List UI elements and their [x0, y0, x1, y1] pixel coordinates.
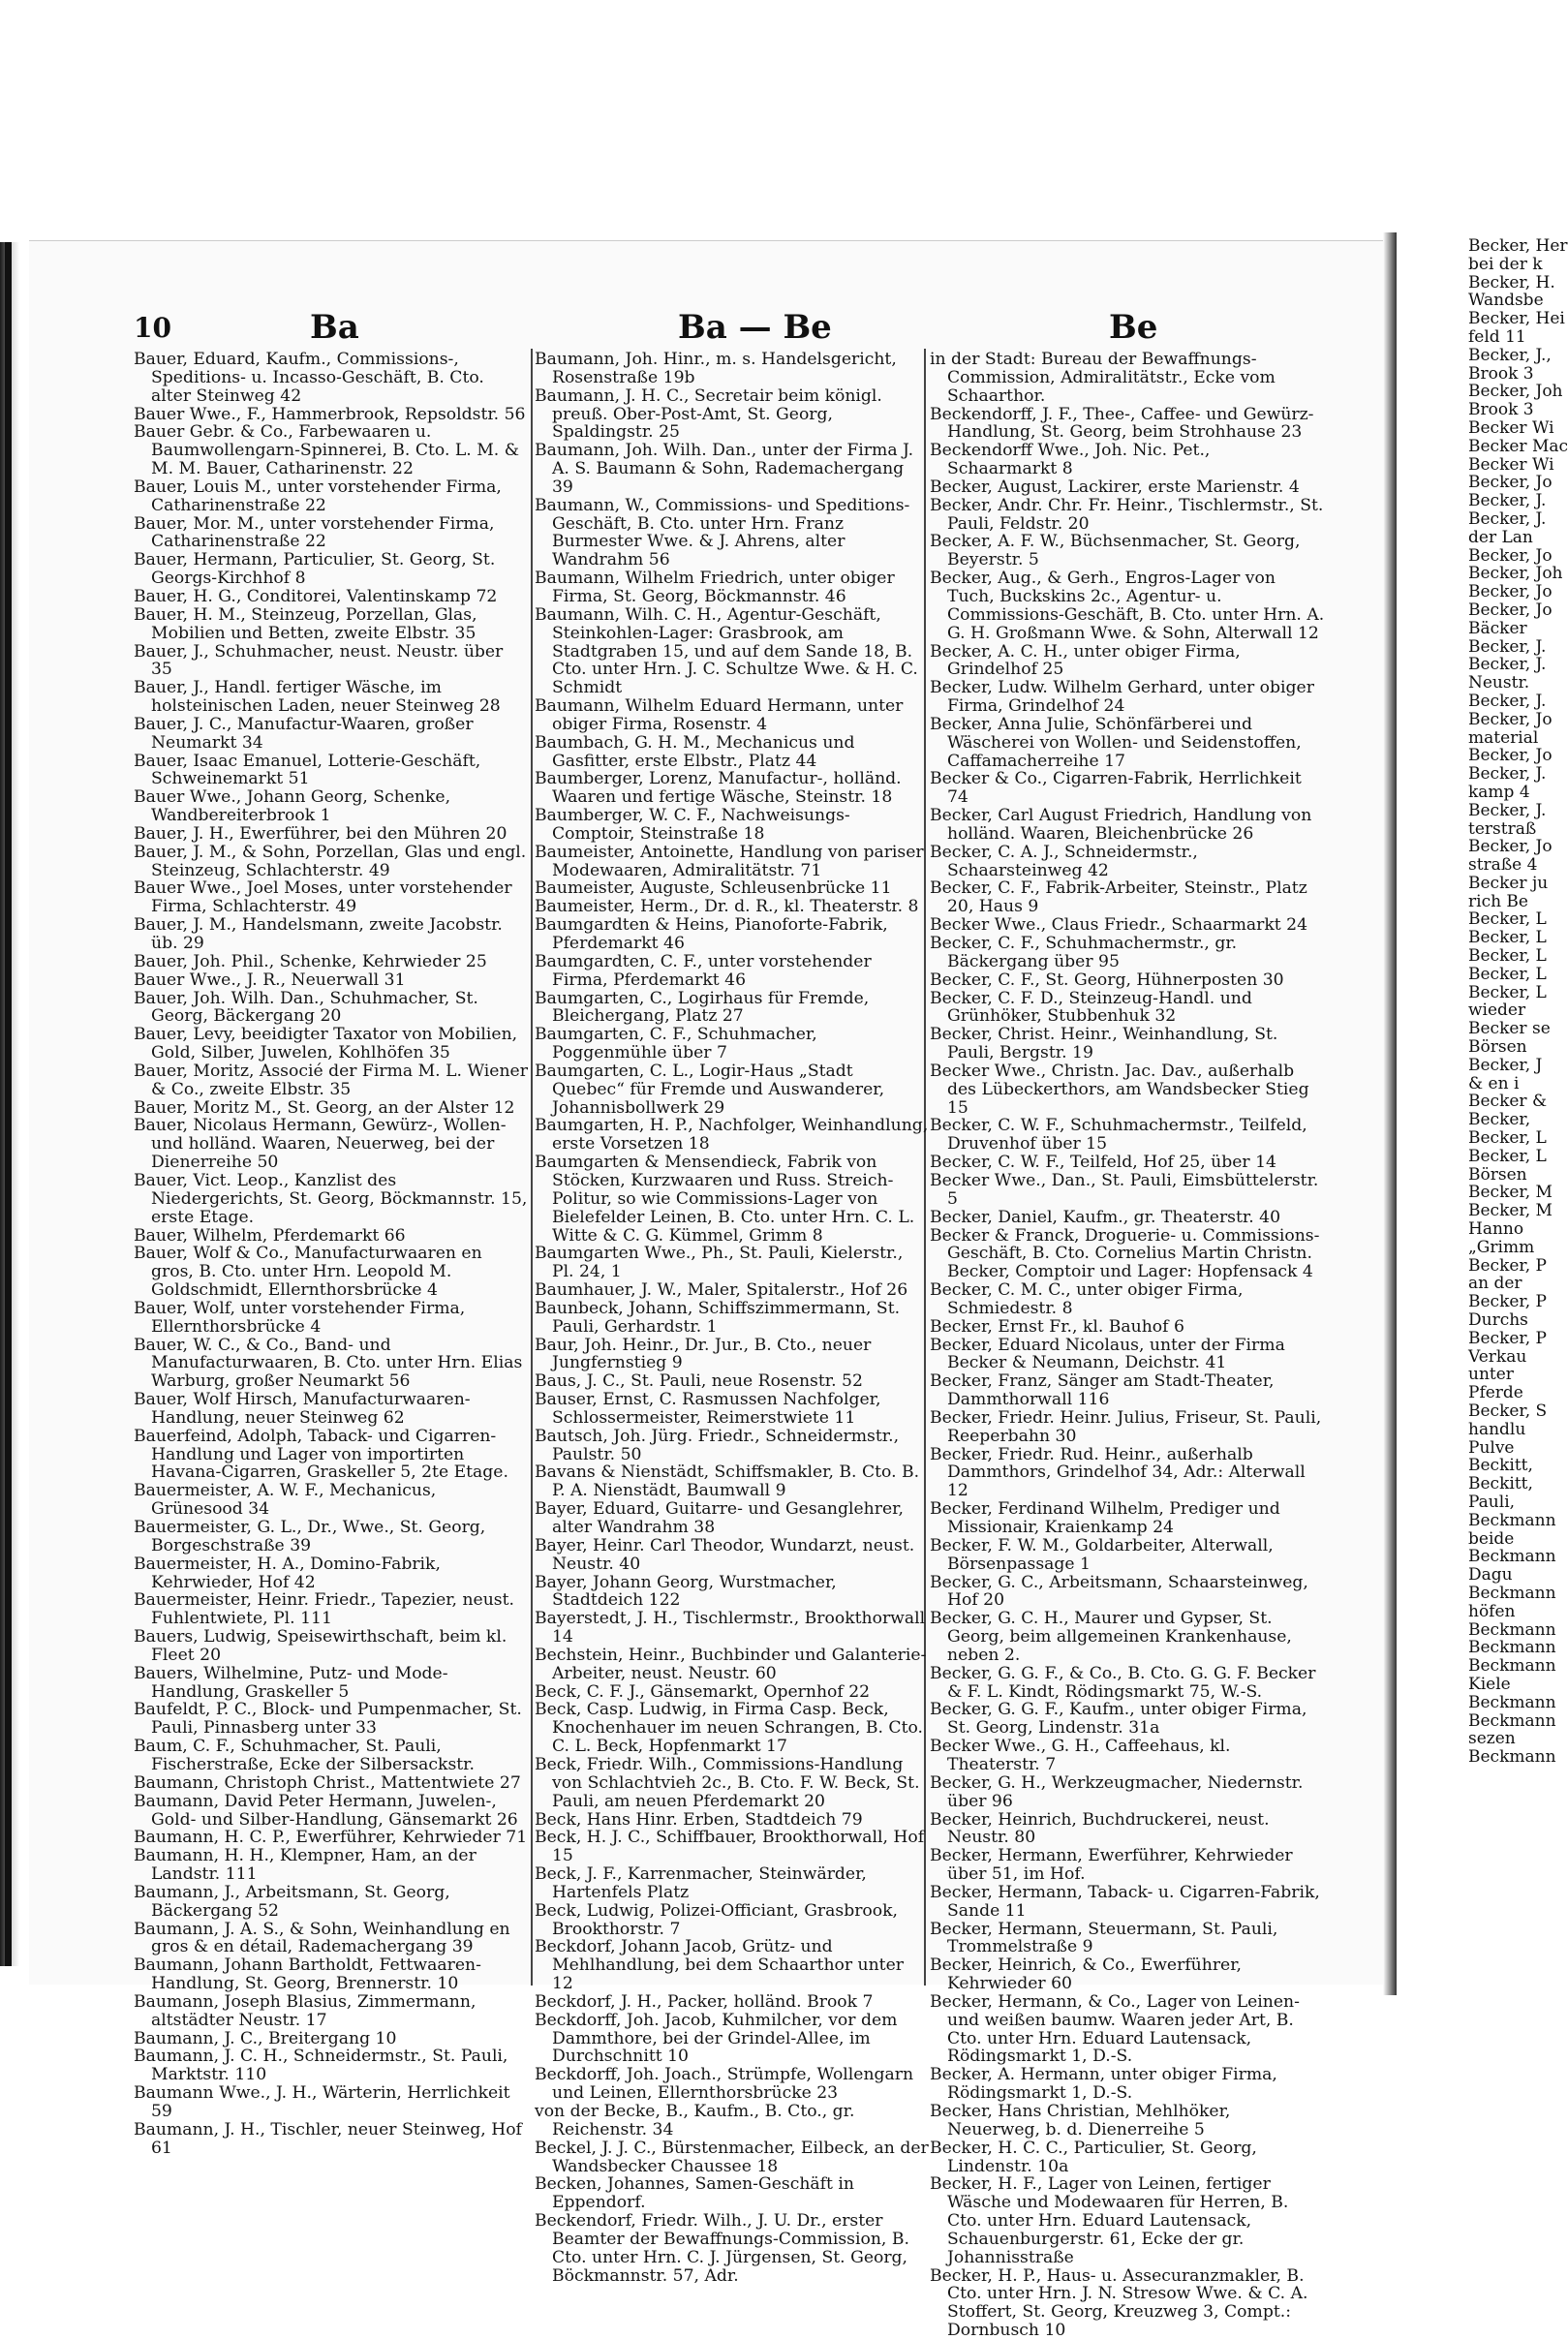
- directory-entry: Baumgarten, H. P., Nachfolger, Weinhandlung, erste Vorsetzen 18: [535, 1116, 929, 1155]
- directory-entry: Beck, Casp. Ludwig, in Firma Casp. Beck, Knochenhauer im neuen Schrangen, B. Cto. C. L. Beck, Hopfenmarkt 17: [535, 1700, 924, 1757]
- column-header-1: Ba: [310, 308, 359, 347]
- directory-entry: Baumgarten, C., Logirhaus für Fremde, Bleichergang, Platz 27: [535, 988, 870, 1027]
- directory-entry: Baumann, J., Arbeitsmann, St. Georg, Bäckergang 52: [134, 1882, 450, 1921]
- directory-entry: Baumeister, Auguste, Schleusenbrücke 11: [535, 878, 892, 899]
- page-fold-shadow: [1383, 232, 1397, 1995]
- next-page-line: Pulve: [1468, 1437, 1515, 1458]
- directory-entry: Becker Wwe., Christn. Jac. Dav., außerhalb des Lübeckerthors, am Wandsbecker Stieg 15: [930, 1061, 1309, 1118]
- directory-entry: Bauer, H. G., Conditorei, Valentinskamp 72: [134, 586, 498, 606]
- next-page-line: Durchs: [1468, 1310, 1528, 1331]
- directory-entry: Baumann, Joh. Wilh. Dan., unter der Firma J. A. S. Baumann & Sohn, Rademachergang 39: [535, 441, 914, 497]
- next-page-line: Becker, J.: [1468, 508, 1547, 529]
- directory-entry: Beckdorf, Johann Jacob, Grütz- und Mehlhandlung, bei dem Schaarthor unter 12: [535, 1937, 904, 1994]
- column-divider: [531, 349, 533, 1986]
- next-page-line: Becker, J: [1468, 1055, 1543, 1075]
- next-page-line: Becker, J.: [1468, 691, 1547, 711]
- directory-entry: Beckdorff, Joh. Jacob, Kuhmilcher, vor dem Dammthore, bei der Grindel-Allee, im Durchschnitt 10: [535, 2010, 898, 2067]
- directory-entry: Bayer, Eduard, Guitarre- und Gesanglehrer, alter Wandrahm 38: [535, 1499, 904, 1537]
- directory-entry: Bayer, Johann Georg, Wurstmacher, Stadtdeich 122: [535, 1572, 837, 1611]
- next-page-line: Beckmann: [1468, 1510, 1556, 1530]
- directory-entry: Becker, Hermann, Ewerführer, Kehrwieder über 51, im Hof.: [930, 1846, 1293, 1885]
- directory-entry: Baumgarten Wwe., Ph., St. Pauli, Kielerstr., Pl. 24, 1: [535, 1244, 904, 1282]
- directory-entry: Becker, Ernst Fr., kl. Bauhof 6: [930, 1316, 1184, 1337]
- directory-entry: Becker, C. M. C., unter obiger Firma, Schmiedestr. 8: [930, 1280, 1244, 1318]
- next-page-line: Becker, Jo: [1468, 473, 1553, 493]
- directory-entry: Bauer Wwe., Joel Moses, unter vorstehender Firma, Schlachterstr. 49: [134, 878, 512, 917]
- directory-entry: Becker, G. G. F., & Co., B. Cto. G. G. F. Becker & F. L. Kindt, Rödingsmarkt 75, W.-S.: [930, 1663, 1316, 1702]
- directory-entry: Baur, Joh. Heinr., Dr. Jur., B. Cto., neuer Jungfernstieg 9: [535, 1335, 872, 1373]
- next-page-line: Kiele: [1468, 1674, 1511, 1694]
- next-page-line: Becker, M: [1468, 1183, 1553, 1203]
- directory-entry: Bauer, Eduard, Kaufm., Commissions-, Speditions- u. Incasso-Geschäft, B. Cto. alter Steinweg 42: [134, 350, 484, 406]
- directory-entry: Beckendorf, Friedr. Wilh., J. U. Dr., erster Beamter der Bewaffnungs-Commission, B. Cto. unter Hrn. C. J. Jürgensen, St. Georg, Böckmannstr. 57, Adr.: [535, 2211, 909, 2286]
- directory-entry: Bauer, Moritz M., St. Georg, an der Alster 12: [134, 1097, 515, 1118]
- directory-entry: Bauer, Levy, beeidigter Taxator von Mobilien, Gold, Silber, Juwelen, Kohlhöfen 35: [134, 1025, 518, 1063]
- directory-entry: Becker, Ludw. Wilhelm Gerhard, unter obiger Firma, Grindelhof 24: [930, 678, 1314, 717]
- directory-entry: Bauer, Joh. Phil., Schenke, Kehrwieder 25: [134, 951, 487, 971]
- directory-entry: Becker Wwe., Claus Friedr., Schaarmarkt 24: [930, 915, 1308, 936]
- next-page-line: Becker &: [1468, 1092, 1548, 1112]
- next-page-line: Becker, Jo: [1468, 582, 1553, 602]
- directory-entry: Bauermeister, Heinr. Friedr., Tapezier, neust. Fuhlentwiete, Pl. 111: [134, 1590, 514, 1629]
- directory-entry: Bauer, J. M., & Sohn, Porzellan, Glas und engl. Steinzeug, Schlachterstr. 49: [134, 842, 527, 880]
- next-page-line: Becker ju: [1468, 873, 1549, 893]
- directory-entry: Baumhauer, J. W., Maler, Spitalerstr., Hof 26: [535, 1280, 908, 1301]
- next-page-line: Beckmann: [1468, 1747, 1556, 1768]
- next-page-line: Becker, J.: [1468, 655, 1547, 675]
- directory-entry: Beck, H. J. C., Schiffbauer, Brookthorwall, Hof 15: [535, 1828, 925, 1866]
- next-page-line: Beckmann: [1468, 1583, 1556, 1603]
- directory-entry: Bauer Wwe., Johann Georg, Schenke, Wandbereiterbrook 1: [134, 787, 451, 826]
- directory-entry: Baumeister, Antoinette, Handlung von pariser Modewaaren, Admiralitätstr. 71: [535, 842, 924, 880]
- directory-entry: Becker, Heinrich, Buchdruckerei, neust. Neustr. 80: [930, 1809, 1270, 1848]
- directory-entry: Becker, H. F., Lager von Leinen, fertiger Wäsche und Modewaaren für Herren, B. Cto. unter Hrn. Eduard Lautensack, Schauenburgerstr. 61, Ecke der gr. Johannisstraße: [930, 2174, 1289, 2267]
- next-page-line: Becker, Her: [1468, 236, 1568, 256]
- next-page-line: kamp 4: [1468, 782, 1530, 802]
- column-header-3: Be: [1109, 308, 1158, 347]
- next-page-line: Beckitt,: [1468, 1474, 1533, 1494]
- directory-entry: Bauer, Mor. M., unter vorstehender Firma, Catharinenstraße 22: [134, 513, 495, 552]
- next-page-line: Becker, Joh: [1468, 564, 1563, 584]
- next-page-line: Becker Mac: [1468, 436, 1568, 456]
- directory-entry: Bayer, Heinr. Carl Theodor, Wundarzt, neust. Neustr. 40: [535, 1535, 915, 1574]
- directory-entry: Bauers, Ludwig, Speisewirthschaft, beim kl. Fleet 20: [134, 1627, 507, 1665]
- directory-entry: Baumann, J. C., Breitergang 10: [134, 2028, 397, 2048]
- directory-entry: Bauermeister, G. L., Dr., Wwe., St. Georg, Borgeschstraße 39: [134, 1518, 486, 1555]
- directory-entry: Bauer, J. C., Manufactur-Waaren, großer Neumarkt 34: [134, 714, 474, 753]
- directory-entry: Becker, August, Lackirer, erste Marienstr. 4: [930, 477, 1300, 497]
- directory-entry: Baumberger, W. C. F., Nachweisungs-Comptoir, Steinstraße 18: [535, 806, 850, 844]
- directory-entry: Baufeldt, P. C., Block- und Pumpenmacher, St. Pauli, Pinnasberg unter 33: [134, 1700, 522, 1739]
- directory-entry: Baumann, J. C. H., Schneidermstr., St. Pauli, Marktstr. 110: [134, 2047, 508, 2085]
- directory-entry: Bauer, J. H., Ewerführer, bei den Mühren 20: [134, 823, 507, 844]
- next-page-line: Becker, L: [1468, 982, 1547, 1002]
- directory-entry: Baumann, Wilhelm Friedrich, unter obiger Firma, St. Georg, Böckmannstr. 46: [535, 569, 895, 606]
- next-page-line: Brook 3: [1468, 400, 1534, 420]
- next-page-line: Becker, J.,: [1468, 345, 1552, 365]
- next-page-line: rich Be: [1468, 891, 1528, 911]
- next-page-line: Becker, Hei: [1468, 309, 1565, 329]
- directory-entry: Baumann, H. H., Klempner, Ham, an der Landstr. 111: [134, 1846, 477, 1885]
- next-page-line: Becker, L: [1468, 964, 1547, 984]
- next-page-line: Becker, J.: [1468, 491, 1547, 511]
- next-page-line: Becker Wi: [1468, 417, 1554, 438]
- directory-entry: Becker, Carl August Friedrich, Handlung von holländ. Waaren, Bleichenbrücke 26: [930, 806, 1312, 844]
- next-page-line: Becker, J.: [1468, 636, 1547, 657]
- directory-entry: Becker, C. A. J., Schneidermstr., Schaarsteinweg 42: [930, 842, 1198, 880]
- next-page-line: & en i: [1468, 1073, 1520, 1093]
- directory-entry: Becker, Franz, Sänger am Stadt-Theater, Dammthorwall 116: [930, 1371, 1275, 1410]
- directory-entry: Becker, Ferdinand Wilhelm, Prediger und Missionair, Kraienkamp 24: [930, 1499, 1280, 1537]
- next-page-line: Becker, Jo: [1468, 545, 1553, 566]
- next-page-line: Becker, Joh: [1468, 382, 1563, 402]
- directory-entry: Bauer, J., Schuhmacher, neust. Neustr. über 35: [134, 641, 504, 680]
- next-page-line: Brook 3: [1468, 363, 1534, 384]
- directory-entry: Baumann, Joseph Blasius, Zimmermann, altstädter Neustr. 17: [134, 1991, 477, 2030]
- directory-entry: Baunbeck, Johann, Schiffszimmermann, St. Pauli, Gerhardstr. 1: [535, 1298, 901, 1337]
- directory-entry: Baumann, W., Commissions- und Speditions-Geschäft, B. Cto. unter Hrn. Franz Burmester Wwe. & J. Ahrens, alter Wandrahm 56: [535, 495, 910, 570]
- directory-entry: Bauer, Moritz, Associé der Firma M. L. Wiener & Co., zweite Elbstr. 35: [134, 1061, 528, 1099]
- directory-entry: von der Becke, B., Kaufm., B. Cto., gr. Reichenstr. 34: [535, 2102, 855, 2140]
- next-page-line: feld 11: [1468, 326, 1526, 347]
- directory-entry: Becker, Hermann, Steuermann, St. Pauli, Trommelstraße 9: [930, 1919, 1278, 1957]
- next-page-line: Hanno: [1468, 1219, 1524, 1240]
- directory-entry: Bauer, Wolf Hirsch, Manufacturwaaren-Handlung, neuer Steinweg 62: [134, 1390, 471, 1428]
- directory-entry: Bauser, Ernst, C. Rasmussen Nachfolger, Schlossermeister, Reimerstwiete 11: [535, 1390, 881, 1428]
- directory-entry: Bauer, Hermann, Particulier, St. Georg, St. Georgs-Kirchhof 8: [134, 550, 496, 589]
- directory-column-3: [930, 351, 1325, 2340]
- directory-entry: Becker & Co., Cigarren-Fabrik, Herrlichkeit 74: [930, 769, 1302, 808]
- directory-entry: Bauer, Vict. Leop., Kanzlist des Niedergerichts, St. Georg, Böckmannstr. 15, erste Etage.: [134, 1170, 528, 1227]
- directory-entry: Becker, C. F. D., Steinzeug-Handl. und Grünhöker, Stubbenhuk 32: [930, 988, 1252, 1027]
- next-page-line: Verkau: [1468, 1346, 1527, 1367]
- directory-entry: Becker, Anna Julie, Schönfärberei und Wäscherei von Wollen- und Seidenstoffen, Caffamacherreihe 17: [930, 714, 1302, 771]
- directory-entry: Becker, C. W. F., Schuhmachermstr., Teilfeld, Druvenhof über 15: [930, 1116, 1307, 1155]
- directory-entry: Becker, Hermann, Taback- u. Cigarren-Fabrik, Sande 11: [930, 1882, 1320, 1921]
- next-page-line: Beckitt,: [1468, 1456, 1533, 1476]
- next-page-line: Becker, P: [1468, 1328, 1547, 1348]
- next-page-line: Becker Wi: [1468, 454, 1554, 475]
- directory-entry: Bauer Wwe., J. R., Neuerwall 31: [134, 970, 406, 990]
- next-page-line: an der: [1468, 1274, 1522, 1294]
- directory-entry: Becker, C. W. F., Teilfeld, Hof 25, über 14: [930, 1153, 1276, 1173]
- next-page-line: Becker, S: [1468, 1401, 1548, 1421]
- directory-entry: Baumann, David Peter Hermann, Juwelen-, Gold- und Silber-Handlung, Gänsemarkt 26: [134, 1791, 518, 1830]
- directory-entry: Baumgardten, C. F., unter vorstehender Firma, Pferdemarkt 46: [535, 951, 872, 990]
- next-page-line: Becker, M: [1468, 1201, 1553, 1221]
- directory-entry: Becker, Friedr. Rud. Heinr., außerhalb Dammthors, Grindelhof 34, Adr.: Alterwall 12: [930, 1444, 1306, 1501]
- directory-entry: Baumann, Joh. Hinr., m. s. Handelsgericht, Rosenstraße 19b: [535, 350, 897, 387]
- directory-entry: Bechstein, Heinr., Buchbinder und Galanterie-Arbeiter, neust. Neustr. 60: [535, 1645, 927, 1683]
- directory-entry: Becker, C. F., St. Georg, Hühnerposten 30: [930, 970, 1284, 990]
- directory-entry: Bauer, Louis M., unter vorstehender Firma, Catharinenstraße 22: [134, 477, 502, 515]
- directory-entry: Bauer, Nicolaus Hermann, Gewürz-, Wollen- und holländ. Waaren, Neuerweg, bei der Dienerreihe 50: [134, 1116, 507, 1173]
- directory-entry: Bayerstedt, J. H., Tischlermstr., Brookthorwall 14: [535, 1609, 926, 1647]
- directory-entry: Bauerfeind, Adolph, Taback- und Cigarren-Handlung und Lager von importirten Havana-Cigarren, Graskeller 5, 2te Etage.: [134, 1426, 508, 1483]
- next-page-line: Becker, L: [1468, 1128, 1547, 1149]
- next-page-line: Becker, P: [1468, 1292, 1547, 1312]
- directory-entry: Becker, Hermann, & Co., Lager von Leinen- und weißen baumw. Waaren jeder Art, B. Cto. unter Hrn. Eduard Lautensack, Rödingsmarkt 1, D.-S.: [930, 1991, 1300, 2067]
- column-header-2: Ba — Be: [678, 308, 832, 347]
- next-page-line: höfen: [1468, 1601, 1516, 1621]
- directory-entry: Bauer, W. C., & Co., Band- und Manufacturwaaren, B. Cto. unter Hrn. Elias Warburg, großer Neumarkt 56: [134, 1335, 523, 1392]
- directory-entry: Baumann, H. C. P., Ewerführer, Kehrwieder 71: [134, 1828, 528, 1848]
- next-page-line: material: [1468, 727, 1539, 748]
- directory-entry: Becken, Johannes, Samen-Geschäft in Eppendorf.: [535, 2174, 854, 2213]
- directory-entry: Baumann, Wilh. C. H., Agentur-Geschäft, Steinkohlen-Lager: Grasbrook, am Stadtgraben 15, und auf dem Sande 18, B. Cto. unter Hrn. J. C. Schultze Wwe. & H. C. Schmidt: [535, 604, 918, 698]
- directory-entry: Becker Wwe., G. H., Caffeehaus, kl. Theaterstr. 7: [930, 1737, 1231, 1774]
- directory-entry: Becker, A. C. H., unter obiger Firma, Grindelhof 25: [930, 641, 1241, 680]
- next-page-line: Pferde: [1468, 1383, 1523, 1403]
- next-page-line: Beckmann: [1468, 1656, 1556, 1677]
- directory-entry: Becker, Andr. Chr. Fr. Heinr., Tischlermstr., St. Pauli, Feldstr. 20: [930, 495, 1324, 534]
- directory-entry: Bauer, J. M., Handelsmann, zweite Jacobstr. üb. 29: [134, 915, 503, 953]
- directory-entry: Bauermeister, A. W. F., Mechanicus, Grünesood 34: [134, 1481, 437, 1520]
- next-page-line: Neustr.: [1468, 673, 1530, 693]
- directory-entry: Bauers, Wilhelmine, Putz- und Mode-Handlung, Graskeller 5: [134, 1663, 448, 1702]
- next-page-line: wieder: [1468, 1001, 1526, 1021]
- next-page-line: sezen: [1468, 1729, 1516, 1749]
- directory-entry: Beckel, J. J. C., Bürstenmacher, Eilbeck, an der Wandsbecker Chaussee 18: [535, 2138, 929, 2176]
- next-page-line: Becker, H.: [1468, 272, 1555, 292]
- next-page-line: Beckmann: [1468, 1619, 1556, 1640]
- directory-entry: Baumann, J. H. C., Secretair beim königl. preuß. Ober-Post-Amt, St. Georg, Spaldingstr. 25: [535, 385, 882, 443]
- directory-entry: Bauer Gebr. & Co., Farbewaaren u. Baumwollengarn-Spinnerei, B. Cto. L. M. & M. M. Bauer, Catharinenstr. 22: [134, 422, 520, 479]
- directory-entry: Bauer, J., Handl. fertiger Wäsche, im holsteinischen Laden, neuer Steinweg 28: [134, 678, 501, 717]
- next-page-line: Becker,: [1468, 1110, 1531, 1130]
- directory-entry: Baumann, J. A. S., & Sohn, Weinhandlung en gros & en détail, Rademachergang 39: [134, 1919, 510, 1957]
- directory-entry: Bauer, Joh. Wilh. Dan., Schuhmacher, St. Georg, Bäckergang 20: [134, 988, 478, 1027]
- directory-entry: Becker, C. F., Fabrik-Arbeiter, Steinstr., Platz 20, Haus 9: [930, 878, 1307, 917]
- directory-entry: Baumann, Wilhelm Eduard Hermann, unter obiger Firma, Rosenstr. 4: [535, 696, 904, 734]
- directory-entry: Becker, G. H., Werkzeugmacher, Niedernstr. über 96: [930, 1772, 1304, 1811]
- directory-entry: Becker, Hans Christian, Mehlhöker, Neuerweg, b. d. Dienerreihe 5: [930, 2102, 1231, 2140]
- next-page-line: Beckmann: [1468, 1547, 1556, 1567]
- next-page-line: handlu: [1468, 1419, 1526, 1439]
- next-page-line: Becker, Jo: [1468, 837, 1553, 857]
- next-page-line: Becker, L: [1468, 928, 1547, 948]
- directory-entry: Baumbach, G. H. M., Mechanicus und Gasfitter, erste Elbstr., Platz 44: [535, 732, 855, 771]
- directory-entry: Bauer, H. M., Steinzeug, Porzellan, Glas, Mobilien und Betten, zweite Elbstr. 35: [134, 604, 477, 643]
- next-page-line: Becker, Jo: [1468, 709, 1553, 729]
- directory-column-2: [535, 351, 930, 2285]
- next-page-line: Pauli,: [1468, 1492, 1516, 1512]
- page-number: 10: [134, 312, 171, 344]
- next-page-line: Becker, Jo: [1468, 746, 1553, 766]
- book-spine: [5, 242, 12, 1966]
- directory-column-1: [134, 351, 529, 2158]
- next-page-line: Becker, L: [1468, 946, 1547, 967]
- next-page-line: Wandsbe: [1468, 291, 1544, 311]
- directory-entry: Beck, C. F. J., Gänsemarkt, Opernhof 22: [535, 1681, 871, 1702]
- directory-entry: Bauer, Wilhelm, Pferdemarkt 66: [134, 1225, 406, 1246]
- directory-entry: Becker, A. F. W., Büchsenmacher, St. Georg, Beyerstr. 5: [930, 532, 1301, 570]
- next-page-line: Börsen: [1468, 1037, 1527, 1058]
- directory-entry: Baumgardten & Heins, Pianoforte-Fabrik, Pferdemarkt 46: [535, 915, 888, 953]
- directory-entry: Becker, H. C. C., Particulier, St. Georg, Lindenstr. 10a: [930, 2138, 1257, 2176]
- next-page-line: Becker, L: [1468, 1146, 1547, 1166]
- next-page-line: Becker, P: [1468, 1255, 1547, 1276]
- directory-entry: Baumeister, Herm., Dr. d. R., kl. Theaterstr. 8: [535, 897, 919, 917]
- directory-entry: Bautsch, Joh. Jürg. Friedr., Schneidermstr., Paulstr. 50: [535, 1426, 900, 1464]
- directory-entry: Becker, G. G. F., Kaufm., unter obiger Firma, St. Georg, Lindenstr. 31a: [930, 1700, 1307, 1739]
- next-page-line: terstraß: [1468, 818, 1537, 839]
- next-page-line: Becker, J.: [1468, 764, 1547, 785]
- directory-entry: Beck, Hans Hinr. Erben, Stadtdeich 79: [535, 1809, 863, 1830]
- directory-entry: Becker, Eduard Nicolaus, unter der Firma Becker & Neumann, Deichstr. 41: [930, 1335, 1285, 1373]
- next-page-line: „Grimm: [1468, 1237, 1535, 1257]
- next-page-line: Beckmann: [1468, 1638, 1556, 1658]
- next-page-line: Becker, J.: [1468, 800, 1547, 820]
- directory-entry: Becker, Friedr. Heinr. Julius, Friseur, St. Pauli, Reeperbahn 30: [930, 1407, 1322, 1446]
- directory-entry: Baus, J. C., St. Pauli, neue Rosenstr. 52: [535, 1371, 863, 1392]
- directory-entry: Becker & Franck, Droguerie- u. Commissions-Geschäft, B. Cto. Cornelius Martin Christn. Becker, Comptoir und Lager: Hopfensack 4: [930, 1225, 1320, 1282]
- next-page-line: Becker, L: [1468, 909, 1547, 930]
- directory-entry: Beck, Friedr. Wilh., Commissions-Handlung von Schlachtvieh 2c., B. Cto. F. W. Beck, St. Pauli, am neuen Pferdemarkt 20: [535, 1754, 920, 1811]
- directory-entry: Baumberger, Lorenz, Manufactur-, holländ. Waaren und fertige Wäsche, Steinstr. 18: [535, 769, 902, 808]
- next-page-line: der Lan: [1468, 527, 1533, 547]
- directory-entry: Baumgarten & Mensendieck, Fabrik von Stöcken, Kurzwaaren und Russ. Streich-Politur, so wie Commissions-Lager von Bielefelder Leinen, B. Cto. unter Hrn. C. L. Witte & C. G. Kümmel, Grimm 8: [535, 1153, 915, 1246]
- next-page-line: Bäcker: [1468, 618, 1527, 638]
- next-page-line: Becker, Jo: [1468, 600, 1553, 620]
- directory-entry: Beckendorff Wwe., Joh. Nic. Pet., Schaarmarkt 8: [930, 441, 1211, 479]
- directory-entry: Baumgarten, C. L., Logir-Haus „Stadt Quebec“ für Fremde und Auswanderer, Johannisbollwerk 29: [535, 1061, 885, 1118]
- directory-entry: Beckendorff, J. F., Thee-, Caffee- und Gewürz-Handlung, St. Georg, beim Strohhause 23: [930, 404, 1314, 443]
- directory-entry: Becker, A. Hermann, unter obiger Firma, Rödingsmarkt 1, D.-S.: [930, 2065, 1277, 2104]
- next-page-line: Dagu: [1468, 1565, 1513, 1586]
- directory-entry: Becker, G. C., Arbeitsmann, Schaarsteinweg, Hof 20: [930, 1572, 1308, 1611]
- directory-entry: Baumann, Christoph Christ., Mattentwiete 27: [134, 1772, 521, 1793]
- next-page-line: Beckmann: [1468, 1692, 1556, 1712]
- next-page-line: unter: [1468, 1365, 1514, 1385]
- directory-entry: Bauer, Wolf, unter vorstehender Firma, Ellernthorsbrücke 4: [134, 1298, 466, 1337]
- directory-entry: Becker Wwe., Dan., St. Pauli, Eimsbüttelerstr. 5: [930, 1170, 1319, 1209]
- directory-entry: Baumgarten, C. F., Schuhmacher, Poggenmühle über 7: [535, 1025, 817, 1063]
- directory-entry: Bauermeister, H. A., Domino-Fabrik, Kehrwieder, Hof 42: [134, 1554, 441, 1592]
- directory-entry: Becker, Daniel, Kaufm., gr. Theaterstr. 40: [930, 1207, 1281, 1227]
- directory-entry: Becker, C. F., Schuhmachermstr., gr. Bäckergang über 95: [930, 934, 1238, 971]
- directory-entry: Baumann, J. H., Tischler, neuer Steinweg, Hof 61: [134, 2119, 522, 2158]
- directory-entry: Beck, Ludwig, Polizei-Officiant, Grasbrook, Brookthorstr. 7: [535, 1900, 899, 1939]
- directory-entry: Baumann, Johann Bartholdt, Fettwaaren-Handlung, St. Georg, Brennerstr. 10: [134, 1955, 481, 1994]
- directory-entry: Baumann Wwe., J. H., Wärterin, Herrlichkeit 59: [134, 2083, 510, 2121]
- next-page-line: bei der k: [1468, 254, 1543, 274]
- directory-entry: Becker, Heinrich, & Co., Ewerführer, Kehrwieder 60: [930, 1955, 1243, 1994]
- directory-entry: Baum, C. F., Schuhmacher, St. Pauli, Fischerstraße, Ecke der Silbersackstr.: [134, 1737, 475, 1774]
- directory-entry: Bauer, Isaac Emanuel, Lotterie-Geschäft, Schweinemarkt 51: [134, 751, 481, 789]
- next-page-line: Börsen: [1468, 1164, 1527, 1185]
- directory-entry: Beckdorf, J. H., Packer, holländ. Brook 7: [535, 1991, 874, 2012]
- next-page-line: straße 4: [1468, 855, 1538, 876]
- directory-entry: Becker, F. W. M., Goldarbeiter, Alterwall, Börsenpassage 1: [930, 1535, 1274, 1574]
- next-page-line: Beckmann: [1468, 1710, 1556, 1731]
- directory-entry: Bauer, Wolf & Co., Manufacturwaaren en gros, B. Cto. unter Hrn. Leopold M. Goldschmidt, Ellernthorsbrücke 4: [134, 1244, 482, 1301]
- next-page-line: Becker se: [1468, 1019, 1551, 1039]
- directory-entry: Becker, Christ. Heinr., Weinhandlung, St. Pauli, Bergstr. 19: [930, 1025, 1278, 1063]
- directory-entry: Beckdorff, Joh. Joach., Strümpfe, Wollengarn und Leinen, Ellernthorsbrücke 23: [535, 2065, 914, 2104]
- directory-entry: Bauer Wwe., F., Hammerbrook, Repsoldstr. 56: [134, 404, 526, 424]
- directory-entry: in der Stadt: Bureau der Bewaffnungs-Commission, Admiralitätstr., Ecke vom Schaarthor.: [930, 350, 1276, 406]
- directory-entry: Bavans & Nienstädt, Schiffsmakler, B. Cto. B. P. A. Nienstädt, Baumwall 9: [535, 1462, 920, 1501]
- directory-entry: Becker, H. P., Haus- u. Assecuranzmakler, B. Cto. unter Hrn. J. N. Stresow Wwe. & C. A. Stoffert, St. Georg, Kreuzweg 3, Compt.: Dornbusch 10: [930, 2265, 1308, 2340]
- directory-entry: Becker, G. C. H., Maurer und Gypser, St. Georg, beim allgemeinen Krankenhause, neben 2.: [930, 1609, 1292, 1665]
- directory-entry: Becker, Aug., & Gerh., Engros-Lager von Tuch, Buckskins 2c., Agentur- u. Commissions-Geschäft, B. Cto. unter Hrn. A. G. H. Großmann Wwe. & Sohn, Alterwall 12: [930, 569, 1325, 643]
- directory-entry: Beck, J. F., Karrenmacher, Steinwärder, Hartenfels Platz: [535, 1864, 867, 1902]
- next-page-line: beide: [1468, 1528, 1515, 1549]
- next-page-fragment: [1402, 236, 1568, 1981]
